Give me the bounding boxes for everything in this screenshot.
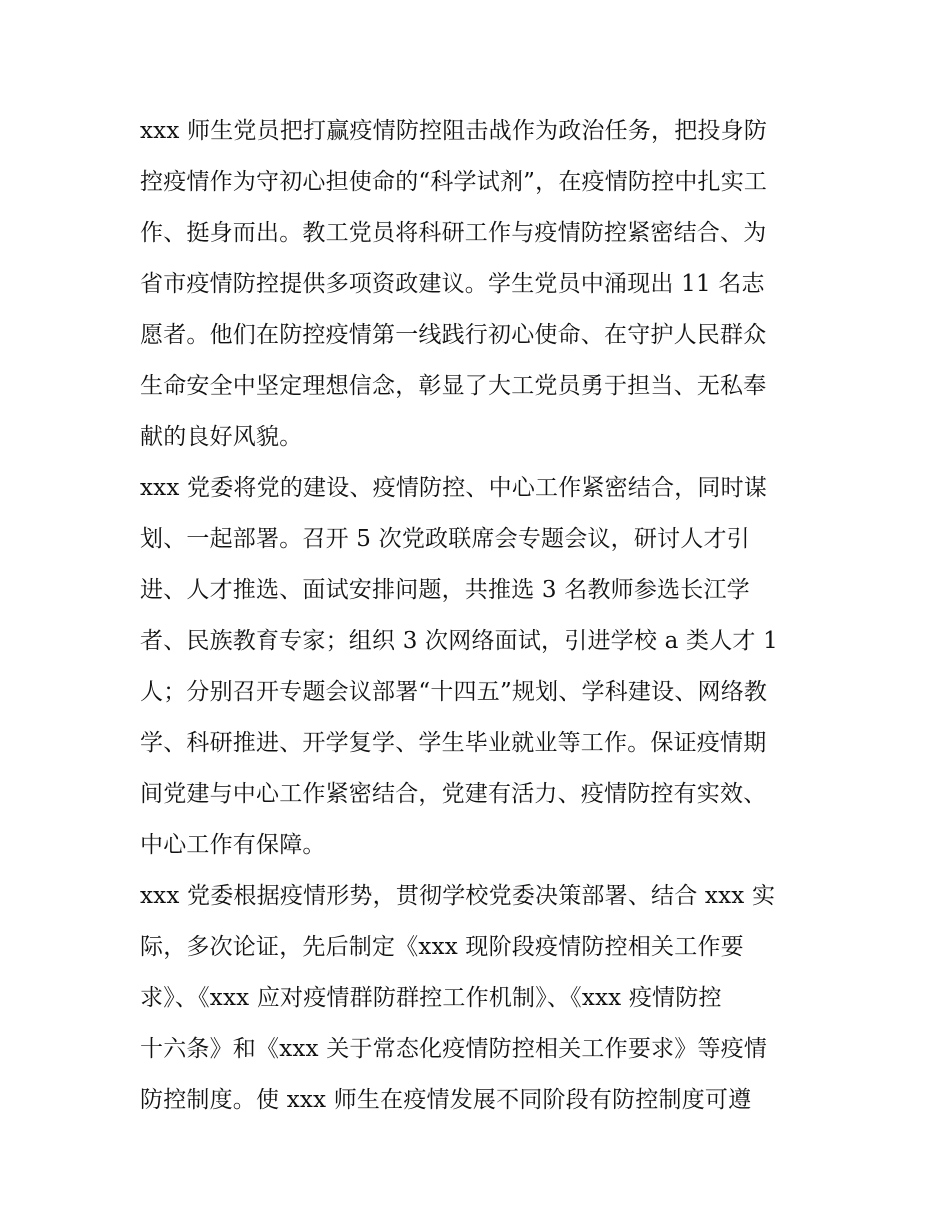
paragraph-line: 者、民族教育专家；组织 3 次网络面试，引进学校 a 类人才 1	[140, 628, 778, 654]
paragraph-2	[140, 463, 820, 871]
paragraph-line: 省市疫情防控提供多项资政建议。学生党员中涌现出 11 名志	[140, 271, 765, 297]
paragraph-line: 间党建与中心工作紧密结合，党建有活力、疫情防控有实效、	[140, 781, 767, 807]
paragraph-line: 划、一起部署。召开 5 次党政联席会专题会议，研讨人才引	[140, 526, 750, 552]
paragraph-line: xxx 党委根据疫情形势，贯彻学校党委决策部署、结合 xxx 实	[140, 883, 776, 909]
paragraph-line: 十六条》和《xxx 关于常态化疫情防控相关工作要求》等疫情	[140, 1036, 768, 1062]
paragraph-line: 防控制度。使 xxx 师生在疫情发展不同阶段有防控制度可遵	[140, 1087, 752, 1113]
paragraph-line: 献的良好风貌。	[140, 424, 303, 450]
paragraph-line: 控疫情作为守初心担使命的“科学试剂”，在疫情防控中扎实工	[140, 169, 768, 195]
paragraph-line: 人；分别召开专题会议部署“十四五”规划、学科建设、网络教	[140, 679, 768, 705]
paragraph-1	[140, 106, 820, 463]
paragraph-line: xxx 师生党员把打赢疫情防控阻击战作为政治任务，把投身防	[140, 118, 768, 144]
paragraph-line: 作、挺身而出。教工党员将科研工作与疫情防控紧密结合、为	[140, 220, 767, 246]
paragraph-line: 进、人才推选、面试安排问题，共推选 3 名教师参选长江学	[140, 577, 750, 603]
paragraph-line: 生命安全中坚定理想信念，彰显了大工党员勇于担当、无私奉	[140, 373, 767, 399]
paragraph-line: 求》、《xxx 应对疫情群防群控工作机制》、《xxx 疫情防控	[140, 985, 722, 1011]
paragraph-line: 学、科研推进、开学复学、学生毕业就业等工作。保证疫情期	[140, 730, 767, 756]
paragraph-line: 中心工作有保障。	[140, 832, 326, 858]
paragraph-line: xxx 党委将党的建设、疫情防控、中心工作紧密结合，同时谋	[140, 475, 768, 501]
paragraph-line: 际，多次论证，先后制定《xxx 现阶段疫情防控相关工作要	[140, 934, 744, 960]
paragraph-3	[140, 871, 820, 1126]
paragraph-line: 愿者。他们在防控疫情第一线践行初心使命、在守护人民群众	[140, 322, 767, 348]
document-body	[140, 106, 820, 1126]
